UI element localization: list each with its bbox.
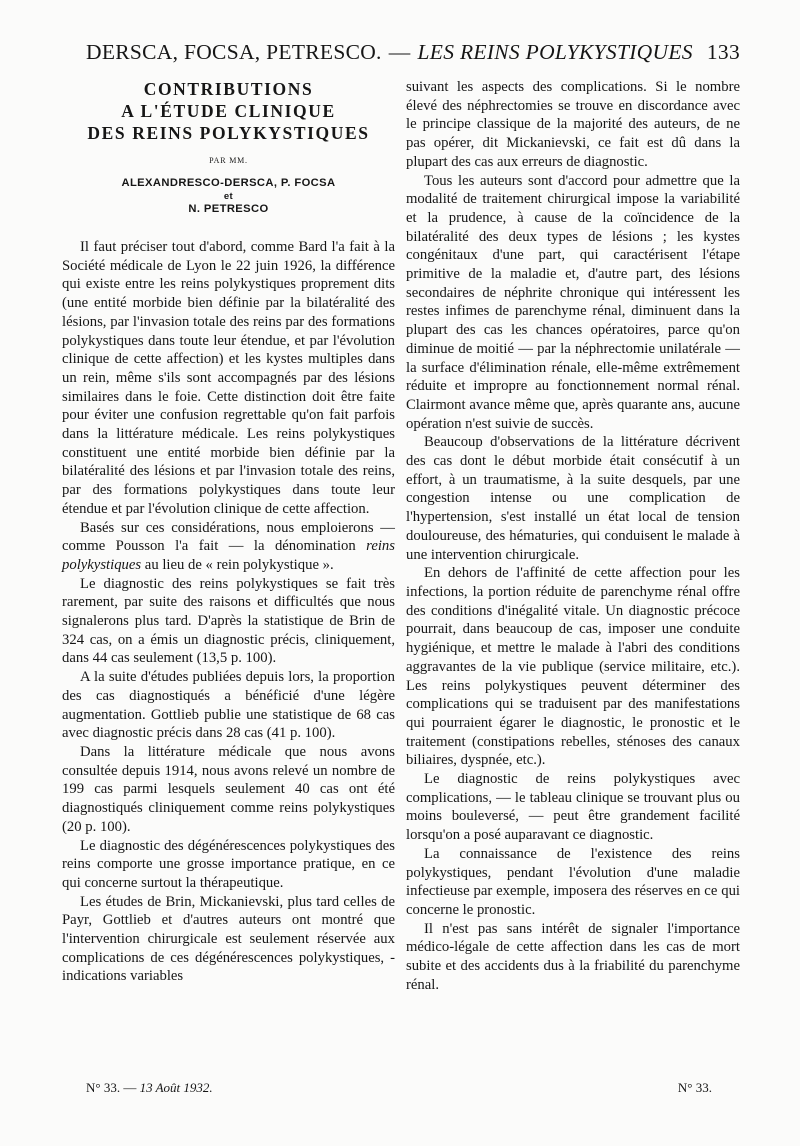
paragraph: A la suite d'études publiées depuis lors, la proportion des cas diagnostiqués a bénéficié d'une légère augmentation. Gottlieb publie une statistique de 68 cas avec diagnostic précis dans 28 cas (41 p. 100). bbox=[62, 669, 395, 742]
article-authors bbox=[62, 176, 395, 216]
paragraph: Il n'est pas sans intérêt de signaler l'importance médico-légale de cette affection dans les cas de mort subite et des accidents dus à la friabilité du parenchyme rénal. bbox=[406, 920, 740, 993]
paragraph: Tous les auteurs sont d'accord pour admettre que la modalité de traitement chirurgical impose la variabilité et la prudence, à cause de la coïncidence de la bilatéralité des deux types de lésions ; les kystes congénitaux d'une part, qui caractérisent l'étape primitive de la maladie et, d'autre part, des lésions secondaires de néphrite chronique qui intéressent les restes infimes de parenchyme rénal, diminuent dans la plupart des cas les chances opératoires, parce qu'on diminue de moitié — par la néphrectomie unilatérale — la surface d'élimination rénale, elle-même extrêmement réduite et impropre au fonctionnement normal rénal. Clairmont avance même que, après quarante ans, aucune opération n'est suivie de succès. bbox=[406, 172, 740, 432]
paragraph-text: Basés sur ces considérations, nous emploierons — comme Pousson l'a fait — la dénomination bbox=[62, 519, 395, 555]
author-et: et bbox=[223, 190, 234, 202]
left-column bbox=[62, 78, 395, 986]
footer-left bbox=[86, 1080, 213, 1096]
article-title-line-3: DES REINS POLYKYSTIQUES bbox=[87, 123, 370, 143]
paragraph: La connaissance de l'existence des reins polykystiques, pendant l'évolution d'une maladie infectieuse par exemple, imposera des réserves en ce qui concerne le pronostic. bbox=[406, 845, 740, 918]
author-line-1: ALEXANDRESCO-DERSCA, P. FOCSA bbox=[121, 177, 336, 189]
footer-dash: — bbox=[123, 1080, 137, 1095]
footer-right bbox=[678, 1080, 712, 1096]
footer-issue: N° 33. bbox=[86, 1080, 121, 1095]
right-column bbox=[406, 78, 740, 994]
paragraph: Beaucoup d'observations de la littérature décrivent des cas dont le début morbide était consécutif à un effort, à un traumatisme, à la suite desquels, par une congestion intense ou une complication de l'hypertension, s'est installé un état local de tension douloureuse, des hématuries, qui conduisent le malade à une intervention chirurgicale. bbox=[406, 434, 740, 563]
paragraph: suivant les aspects des complications. Si le nombre élevé des néphrectomies se trouve en discordance avec le principe classique de la majorité des auteurs, de ne pas opérer, dit Mickanievski, ce fait est dû dans la plupart des cas aux erreurs de diagnostic. bbox=[406, 79, 740, 170]
running-header bbox=[86, 40, 740, 65]
par-mm-label: PAR MM. bbox=[209, 156, 248, 165]
paragraph: Il faut préciser tout d'abord, comme Bard l'a fait à la Société médicale de Lyon le 22 juin 1926, la différence qui existe entre les reins polykystiques proprement dits (une entité morbide bien définie par la bilatéralité des lésions, par l'invasion totale des reins par des formations polykystiques dans toute leur étendue, et par l'évolution clinique de cette affection) et les kystes multiples dans un rein, même s'ils sont accompagnés par des lésions similaires dans le foie. Cette distinction doit être faite pour éviter une confusion regrettable qu'on fait parfois dans la littérature médicale. Les reins polykystiques constituent une entité morbide bien définie par la bilatéralité des lésions et par l'invasion totale des reins, par des formations polykystiques dans toute leur étendue et par l'évolution clinique de cette affection. bbox=[62, 239, 395, 517]
running-header-separator: — bbox=[388, 40, 411, 64]
paragraph: En dehors de l'affinité de cette affection pour les infections, la portion réduite de parenchyme rénal offre des conditions d'inégalité vitale. Un diagnostic précoce pourrait, dans beaucoup de cas, imposer une conduite hygiénique, et mettre le malade à l'abri des conditions aggravantes de la vie publique (service militaire, etc.). Les reins polykystiques peuvent déterminer des complications qui se traduisent par des manifestations qui pourraient égarer le diagnostic, le pronostic et le traitement (constipations rebelles, sténoses des canaux biliaires, dyspnée, etc.). bbox=[406, 565, 740, 769]
paragraph: Le diagnostic des dégénérescences polykystiques des reins comporte une grosse importance pratique, en ce qui concerne surtout la thérapeutique. bbox=[62, 837, 395, 891]
paragraph: Le diagnostic des reins polykystiques se fait très rarement, par suite des raisons et difficultés que nous signalerons plus tard. D'après la statistique de Brin de 324 cas, on a émis un diagnostic précis, cliniquement, dans 44 cas seulement (13,5 p. 100). bbox=[62, 575, 395, 667]
paragraph: Le diagnostic de reins polykystiques avec complications, — le tableau clinique se trouvant plus ou moins bouleversé, — peut être grandement facilité lorsqu'on a posé auparavant ce diagnostic. bbox=[406, 771, 740, 844]
running-header-authors: DERSCA, FOCSA, PETRESCO. bbox=[86, 40, 382, 64]
paragraph-text: au lieu de « rein polykystique ». bbox=[141, 556, 334, 573]
paragraph: Dans la littérature médicale que nous avons consultée depuis 1914, nous avons relevé un nombre de 199 cas parmi lesquels seulement 40 cas ont été diagnostiqués cliniquement comme reins polykystiques (20 p. 100). bbox=[62, 743, 395, 835]
paragraph-emphasis: reins polykystiques bbox=[62, 538, 395, 573]
page-number: 133 bbox=[706, 40, 740, 64]
author-line-2: N. PETRESCO bbox=[188, 202, 269, 215]
footer-date: 13 Août 1932. bbox=[139, 1080, 213, 1095]
article-title-line-1: CONTRIBUTIONS bbox=[143, 79, 314, 99]
article-title bbox=[62, 78, 395, 144]
footer-issue-right: N° 33. bbox=[677, 1080, 712, 1095]
article-title-line-2: A L'ÉTUDE CLINIQUE bbox=[121, 101, 336, 121]
paragraph: Les études de Brin, Mickanievski, plus tard celles de Payr, Gottlieb et d'autres auteurs ont montré que l'intervention chirurgicale est seulement réservée aux complications de ces dégénérescences polykystiques, - indications variables bbox=[62, 893, 395, 985]
paragraph bbox=[62, 519, 395, 575]
running-header-title: LES REINS POLYKYSTIQUES bbox=[417, 40, 693, 64]
